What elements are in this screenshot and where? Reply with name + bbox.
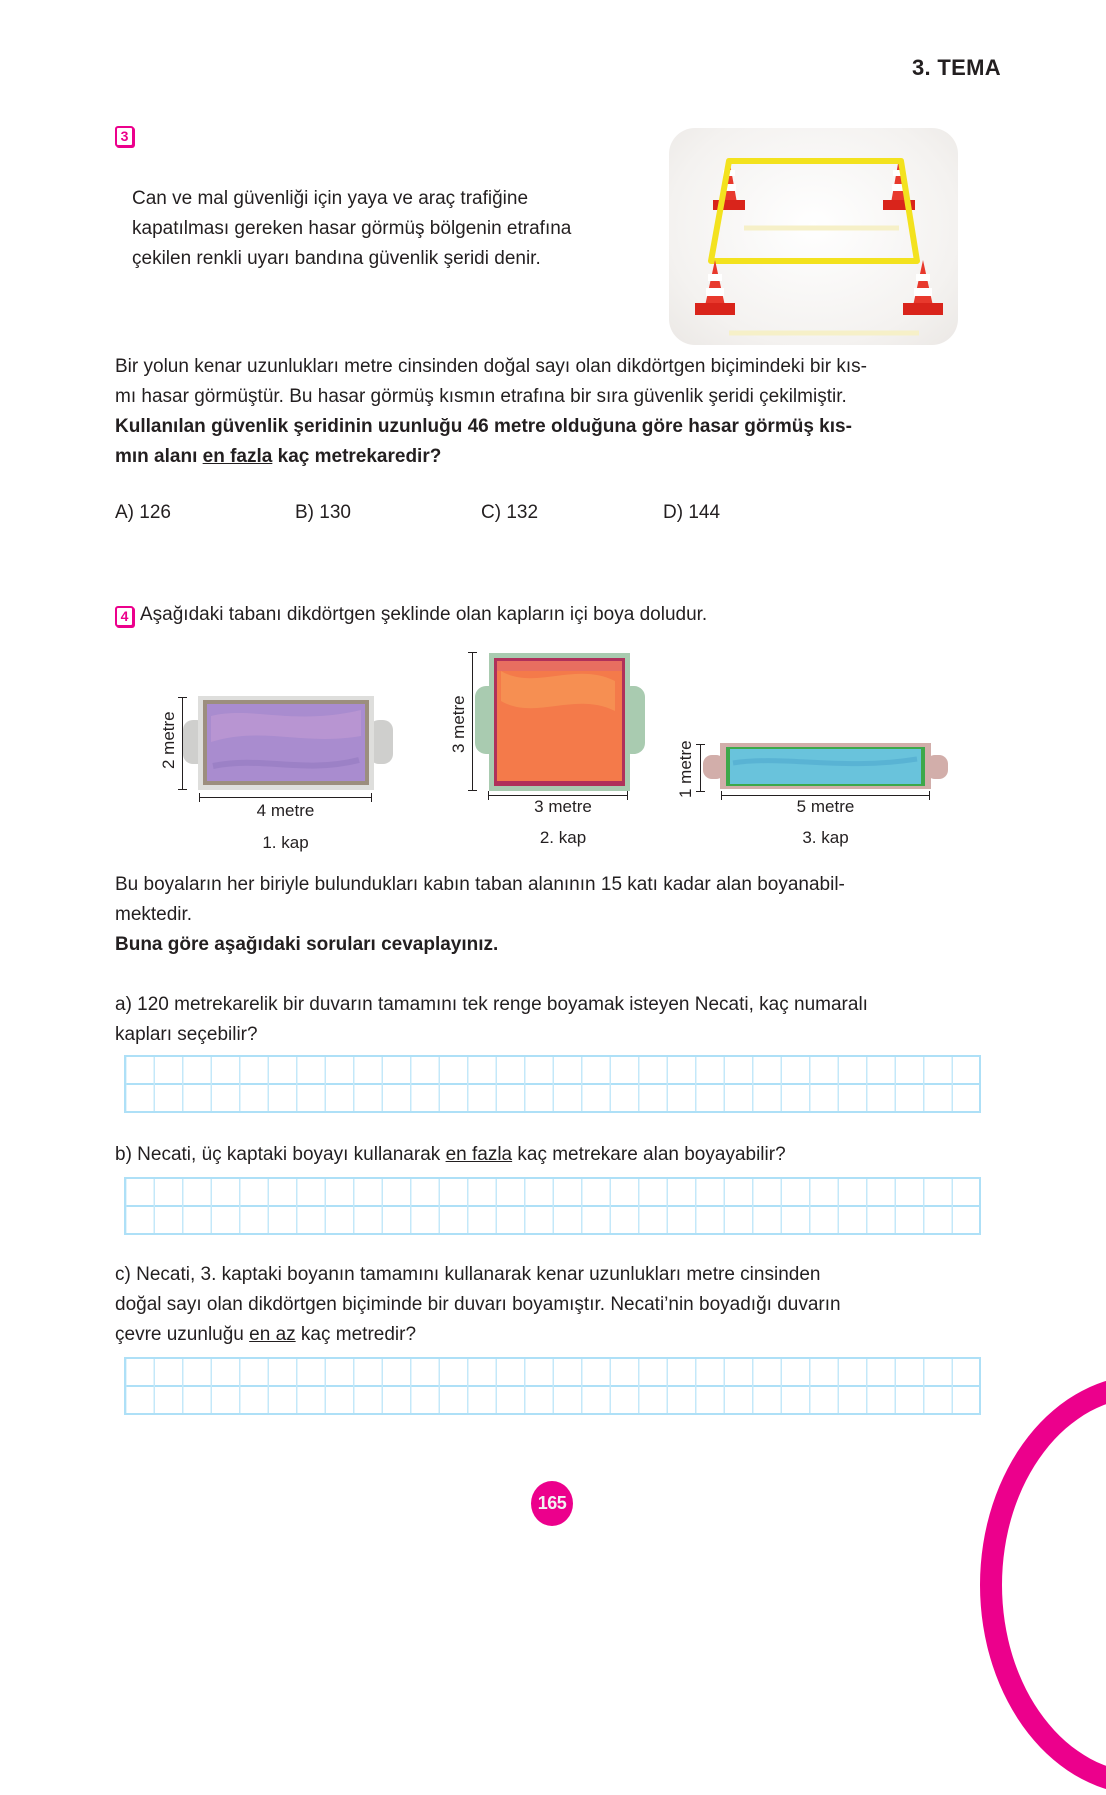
container-3-width-dimension: [721, 795, 930, 796]
answer-grid-a[interactable]: [124, 1055, 981, 1113]
safety-tape-photo: [669, 128, 958, 345]
question-4-number: 4: [115, 606, 134, 627]
emphasis-en-fazla: en fazla: [202, 446, 273, 467]
part-c-question: c) Necati, 3. kaptaki boyanın tamamını kullanarak kenar uzunlukları metre cinsinden doğal sayı olan dikdörtgen biçiminde bir duvarı boyamıştır. Necati’nin boyadığı duvarın çevre uzunluğu en az kaç metredir?: [115, 1264, 841, 1345]
emphasis-en-fazla: en fazla: [445, 1144, 513, 1165]
question-3-intro: [132, 184, 652, 274]
instruction: Buna göre aşağıdaki soruları cevaplayınız.: [115, 934, 499, 955]
answer-grid-c[interactable]: [124, 1357, 981, 1415]
body-line: Bir yolun kenar uzunlukları metre cinsinden doğal sayı olan dikdörtgen biçimindeki bir kıs-: [115, 356, 867, 377]
container-2-figure: [475, 651, 645, 796]
choice-a[interactable]: A) 126: [115, 502, 171, 523]
choice-c[interactable]: C) 132: [481, 502, 539, 523]
intro-line: Can ve mal güvenliği için yaya ve araç trafiğine: [132, 188, 529, 209]
container-3-name: 3. kap: [802, 828, 849, 847]
question-prompt-line: mın alanı en fazla kaç metrekaredir?: [115, 446, 442, 467]
question-3-body: [115, 352, 995, 472]
container-3-height-dimension: [700, 744, 701, 792]
part-b-question: b) Necati, üç kaptaki boyayı kullanarak en fazla kaç metrekare alan boyayabilir?: [115, 1144, 786, 1165]
container-2-height-dimension: [472, 652, 473, 791]
container-3-width-label: 5 metre: [796, 797, 855, 816]
paint-tray-icon: [183, 696, 393, 796]
decorative-arc: [980, 1375, 1106, 1795]
choice-d[interactable]: D) 144: [663, 502, 721, 523]
intro-line: kapatılması gereken hasar görmüş bölgenin etrafına: [132, 218, 572, 239]
theme-label: 3. TEMA: [912, 55, 1001, 80]
container-1-height-label: 2 metre: [159, 711, 178, 769]
answer-grid-b[interactable]: [124, 1177, 981, 1235]
container-1-width-dimension: [199, 797, 372, 798]
container-3-figure: [703, 743, 948, 796]
question-prompt-line: Kullanılan güvenlik şeridinin uzunluğu 46 metre olduğuna göre hasar görmüş kıs-: [115, 416, 852, 437]
traffic-cone-icon: [669, 128, 958, 345]
container-3-height-label: 1 metre: [676, 740, 695, 798]
container-2-width-dimension: [488, 795, 628, 796]
paint-tray-icon: [475, 651, 645, 791]
body-line: mı hasar görmüştür. Bu hasar görmüş kısmın etrafına bir sıra güvenlik şeridi çekilmiştir.: [115, 386, 847, 407]
container-1-name: 1. kap: [262, 833, 309, 852]
question-4-info: Bu boyaların her biriyle bulundukları kabın taban alanının 15 katı kadar alan boyanabil- mektedir. Buna göre aşağıdaki soruları cevaplayınız.: [115, 870, 995, 960]
container-2-name: 2. kap: [539, 828, 587, 847]
question-4-heading: 4 Aşağıdaki tabanı dikdörtgen şeklinde olan kapların içi boya doludur.: [115, 600, 707, 630]
choice-b[interactable]: B) 130: [295, 502, 351, 523]
emphasis-en-az: en az: [249, 1324, 296, 1345]
container-1-height-dimension: [182, 697, 183, 790]
container-1-figure: [183, 696, 393, 801]
container-2-width-label: 3 metre: [534, 797, 592, 816]
paint-tray-icon: [703, 743, 948, 791]
answer-choices: [115, 502, 815, 532]
page-number: 165: [531, 1481, 573, 1526]
container-1-width-label: 4 metre: [256, 801, 315, 820]
container-2-height-label: 3 metre: [449, 695, 468, 753]
question-3-number: 3: [115, 126, 134, 147]
part-a-question: a) 120 metrekarelik bir duvarın tamamını tek renge boyamak isteyen Necati, kaç numaralı kapları seçebilir?: [115, 994, 868, 1045]
intro-line: çekilen renkli uyarı bandına güvenlik şeridi denir.: [132, 248, 541, 269]
